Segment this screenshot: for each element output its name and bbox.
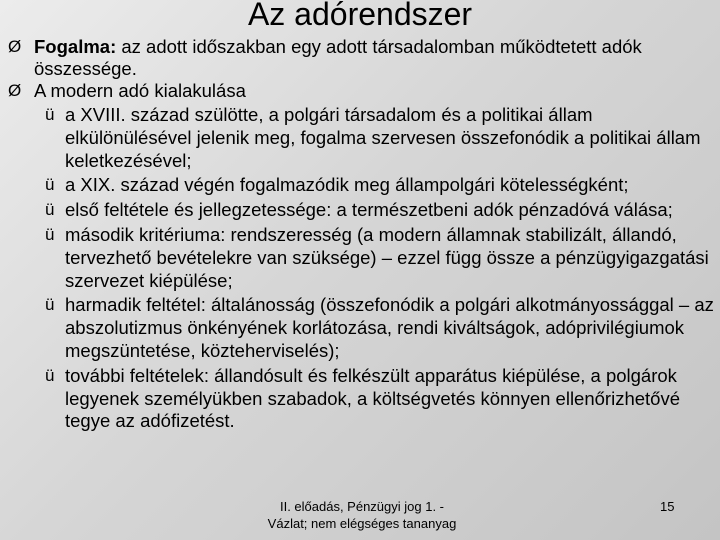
checkmark-icon: ü xyxy=(45,365,55,385)
sub-bullet-text: a XIX. század végén fogalmazódik meg állampolgári kötelességként; xyxy=(65,174,629,196)
sub-bullet xyxy=(8,104,714,172)
arrow-bullet-icon: Ø xyxy=(8,37,22,56)
slide-title: Az adórendszer xyxy=(247,0,473,32)
footer-line-1: II. előadás, Pénzügyi jog 1. - xyxy=(279,499,445,514)
checkmark-icon: ü xyxy=(45,175,55,195)
sub-bullet-text: első feltétele és jellegzetessége: a természetbeni adók pénzadóvá válása; xyxy=(65,199,673,221)
slide-content xyxy=(8,36,714,433)
page-number: 15 xyxy=(660,499,675,514)
footer-line-2: Vázlat; nem elégséges tananyag xyxy=(267,516,457,531)
bullet-definition xyxy=(8,36,714,80)
sub-bullet-text: harmadik feltétel: általánosság (összefonódik a polgári alkotmányossággal – az abszolutizmus önkényének korlátozása, rendi kiváltságok, adóprivilégiumok megszüntetése, közteherviselés); xyxy=(65,294,714,361)
arrow-bullet-icon: Ø xyxy=(8,81,22,100)
bullet-text: A modern adó kialakulása xyxy=(34,80,246,101)
checkmark-icon: ü xyxy=(45,105,55,124)
sub-bullet-text: további feltételek: állandósult és felkészült apparátus kiépülése, a polgárok legyenek személyükben szabadok, a költségvetés könnyen ellenőrizhetővé tegye az adófizetést. xyxy=(65,364,680,432)
sub-bullet-text: a XVIII. század szülötte, a polgári társadalom és a politikai állam elkülönülésével jelenik meg, fogalma szervesen összefonódik a politikai állam keletkezésével; xyxy=(65,104,701,171)
bullet-modern-tax xyxy=(8,80,714,102)
sub-bullet xyxy=(8,365,714,433)
checkmark-icon: ü xyxy=(45,295,55,315)
definition-text: az adott időszakban egy adott társadalomban működtetett adók összessége. xyxy=(34,36,642,79)
definition-term: Fogalma: xyxy=(34,36,117,57)
checkmark-icon: ü xyxy=(45,224,55,244)
checkmark-icon: ü xyxy=(45,200,55,220)
slide-footer xyxy=(246,498,478,532)
sub-bullet-text: második kritériuma: rendszeresség (a modern államnak stabilizált, állandó, tervezhető bevételekre van szüksége) – ezzel függ össze a pénzügyigazgatási szervezet kiépülése; xyxy=(65,223,709,291)
sub-bullet xyxy=(8,199,714,222)
sub-bullet xyxy=(8,224,714,292)
sub-bullet xyxy=(8,174,714,197)
sub-bullet xyxy=(8,294,714,362)
